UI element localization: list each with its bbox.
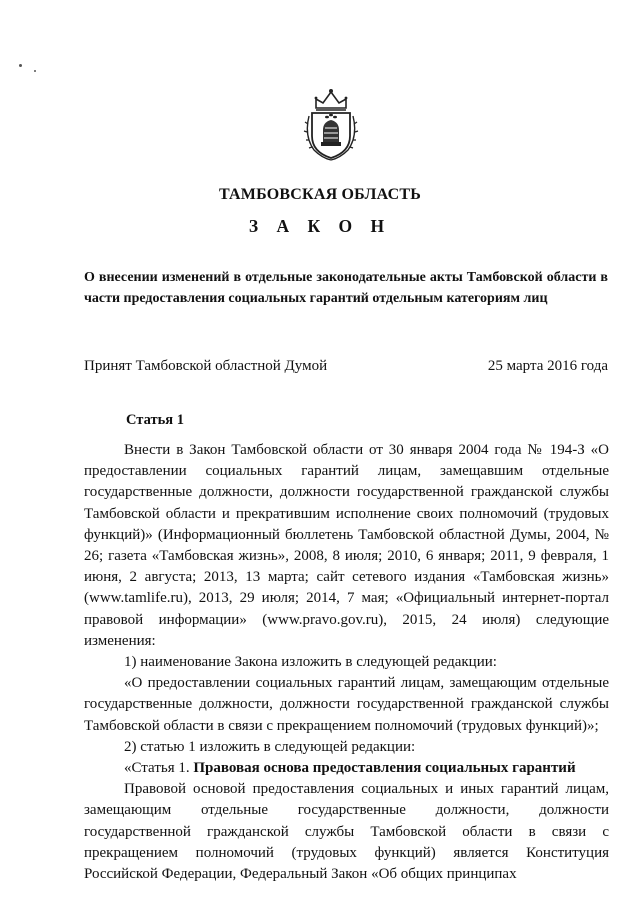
adoption-line	[84, 358, 608, 375]
scan-speck	[19, 64, 22, 67]
region-heading: ТАМБОВСКАЯ ОБЛАСТЬ	[218, 186, 422, 203]
article-intro-paragraph: Внести в Закон Тамбовской области от 30 января 2004 года № 194-З «О предоставлении социальных гарантий лицам, замещавшим отдельные государственные должности, должности государственной гражданской службы Тамбовской области и прекратившим исполнение своих полномочий (трудовых функций)» (Информационный бюллетень Тамбовской областной Думы, 2004, № 26; газета «Тамбовская жизнь», 2008, 8 июля; 2010, 6 января; 2011, 9 февраля, 1 июня, 2 августа; 2013, 13 марта; сайт сетевого издания «Тамбовская жизнь» (www.tamlife.ru), 2013, 29 июля; 2014, 7 мая; «Официальный интернет-портал правовой информации» (www.pravo.gov.ru), 2015, 24 июля) следующие изменения:	[84, 442, 609, 649]
tambov-coat-of-arms-icon	[302, 86, 360, 162]
article-title: Статья 1	[126, 412, 184, 428]
statute-article-text: Правовой основой предоставления социальных и иных гарантий лицам, замещающим отдельные государственные должности, должности государственной гражданской службы Тамбовской области в связи с прекращением полномочий (трудовых функций) является Конституция Российской Федерации, Федеральный Закон «Об общих принципах	[84, 781, 609, 883]
statute-article-heading	[84, 758, 609, 779]
adoption-date: 25 марта 2016 года	[487, 358, 608, 374]
item-1-paragraph: 1) наименование Закона изложить в следующей редакции:	[124, 654, 497, 671]
item-1-text-paragraph: «О предоставлении социальных гарантий лицам, замещающим отдельные государственные должности, должности государственной гражданской службы Тамбовской области в связи с прекращением полномочий (трудовых функций)»;	[84, 675, 609, 734]
law-title: О внесении изменений в отдельные законодательные акты Тамбовской области в части предоставления социальных гарантий отдельным категориям лиц	[84, 270, 608, 306]
item-2-paragraph: 2) статью 1 изложить в следующей редакции:	[124, 738, 416, 755]
scan-speck	[34, 70, 36, 72]
adopted-by: Принят Тамбовской областной Думой	[84, 358, 328, 374]
statute-article-prefix: «Статья 1.	[124, 760, 194, 777]
article-body	[84, 440, 609, 885]
statute-article-title: Правовая основа предоставления социальных гарантий	[193, 760, 576, 777]
document-type-heading: З А К О Н	[248, 216, 392, 236]
